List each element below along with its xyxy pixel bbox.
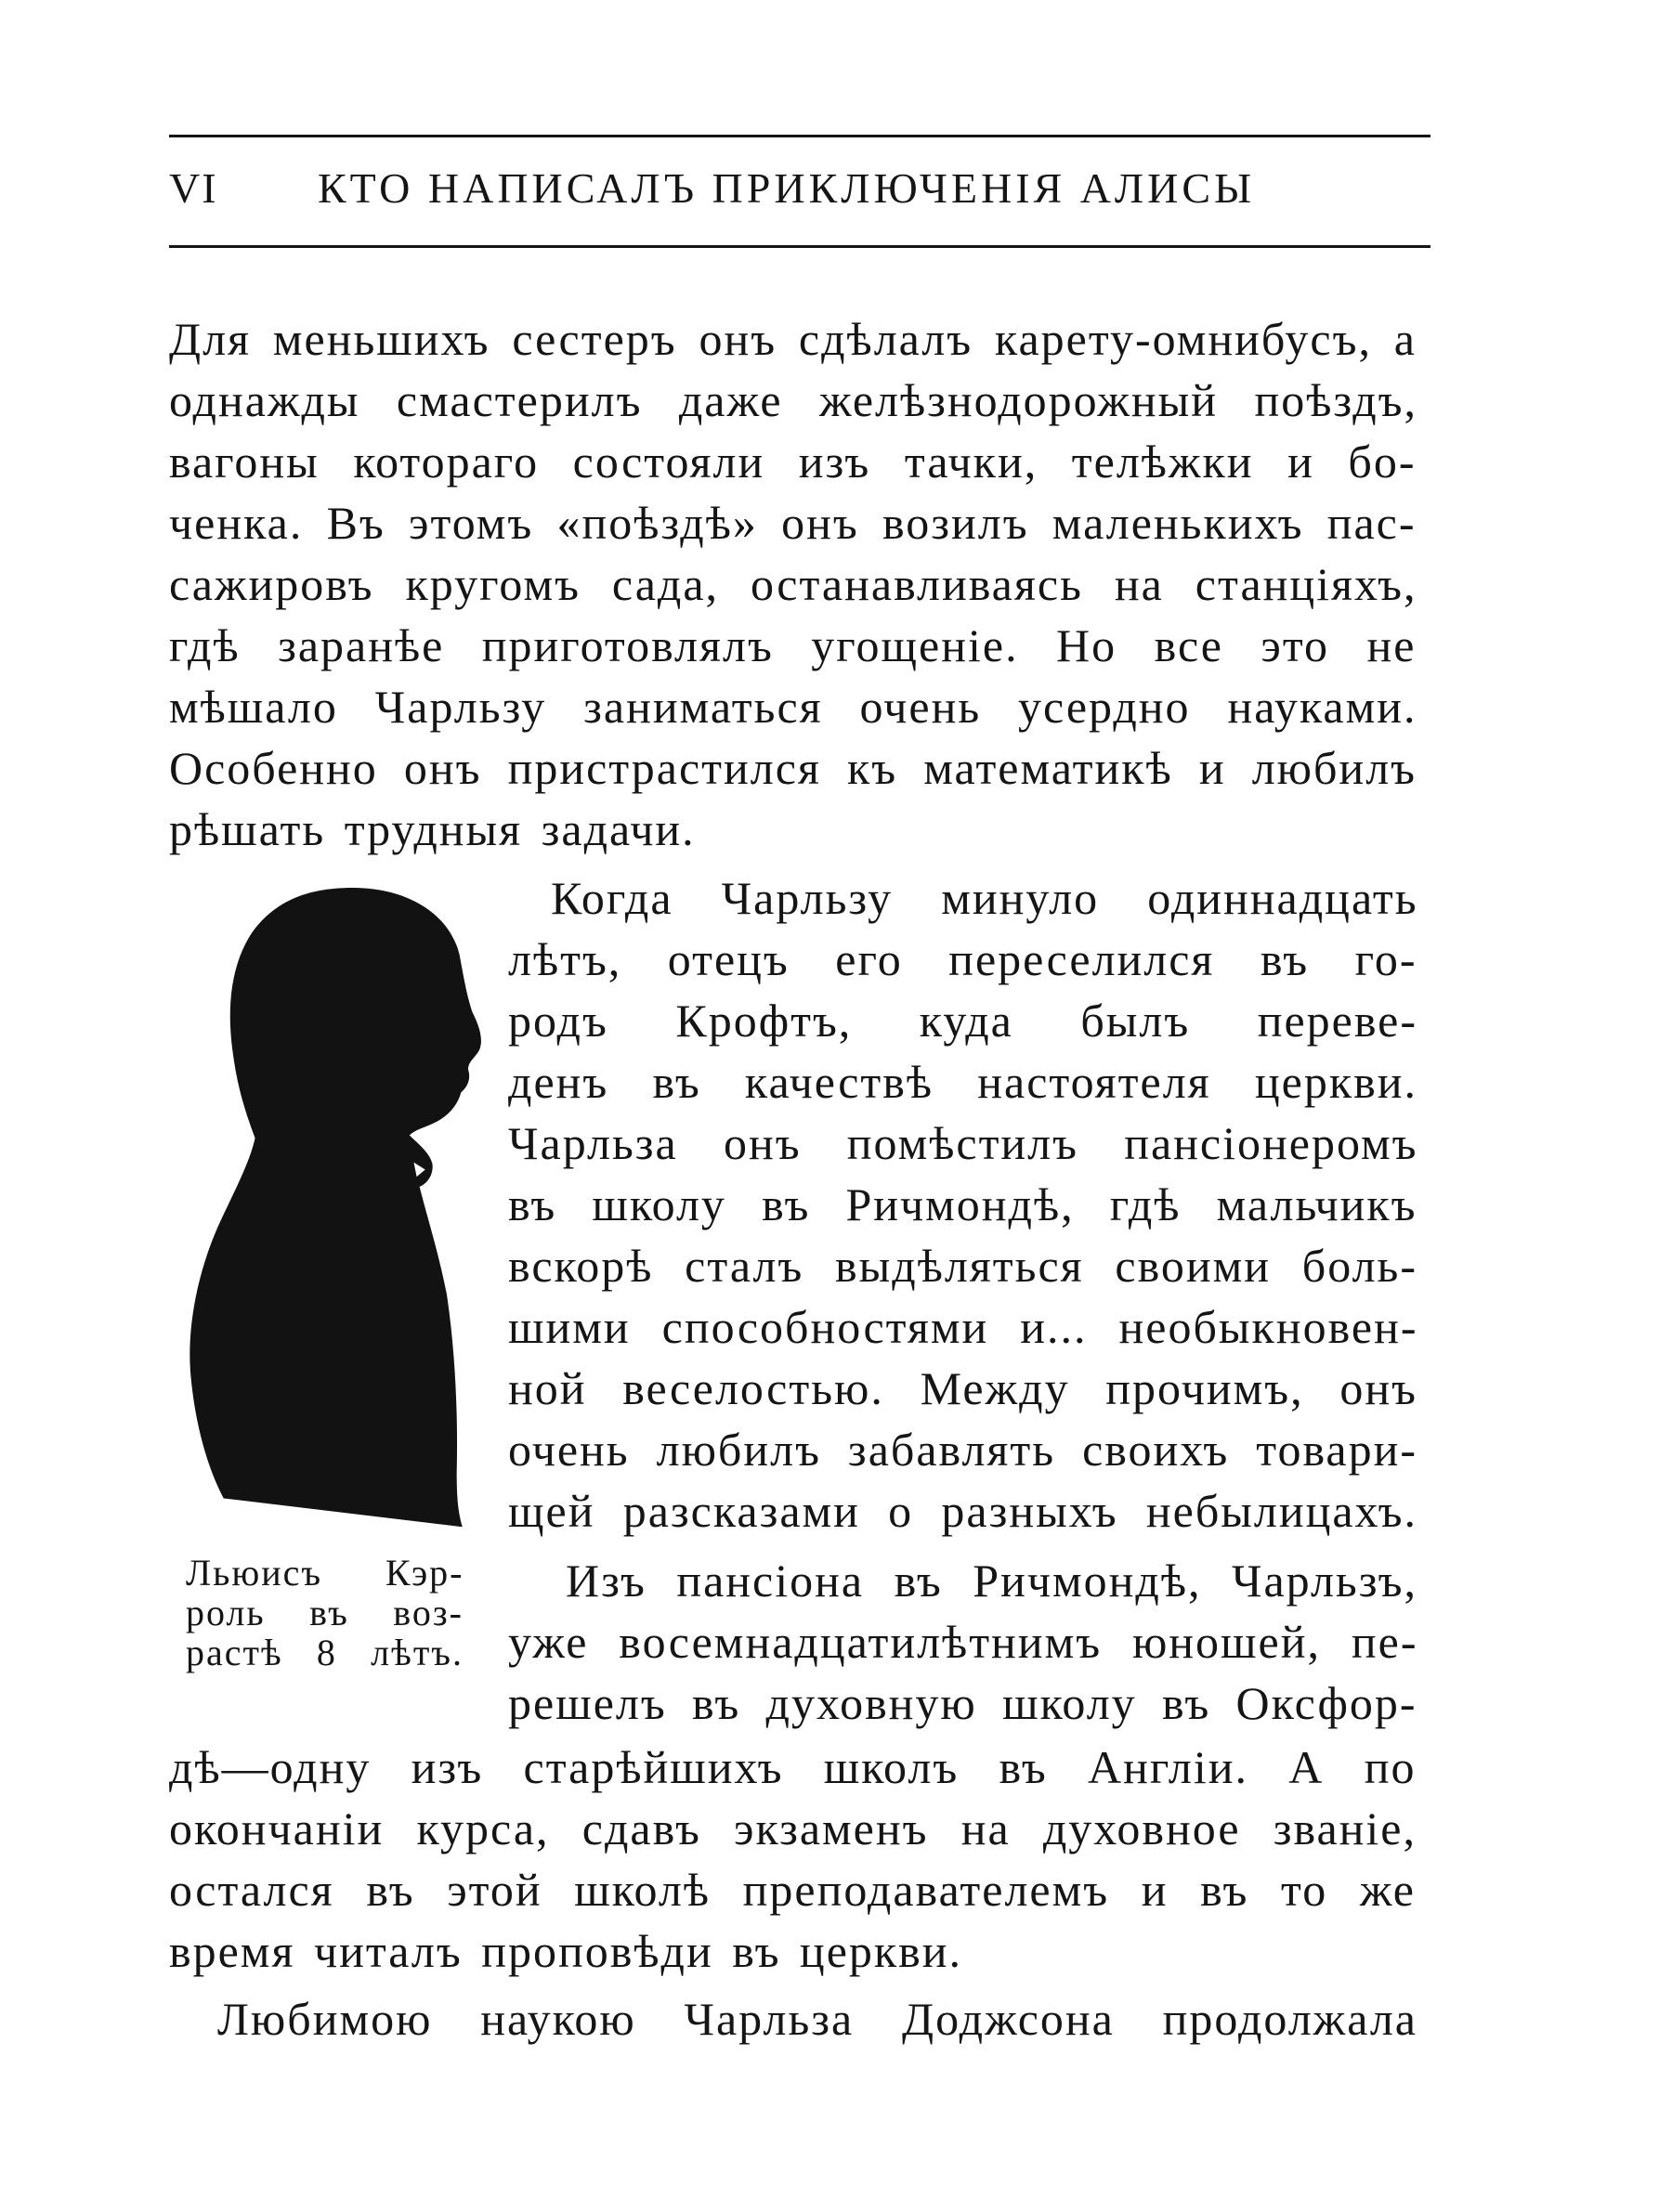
body-line: вагоны котораго состояли изъ тачки, телѣжки и бо-	[169, 436, 1417, 488]
body-line: лѣтъ, отецъ его переселился въ го-	[508, 933, 1417, 985]
body-line: мѣшало Чарльзу заниматься очень усердно науками.	[169, 681, 1417, 733]
caption-line: растѣ 8 лѣтъ.	[186, 1632, 464, 1673]
caption-line: Льюисъ Кэр-	[186, 1552, 464, 1594]
body-line: шими способностями и... необыкновен-	[508, 1301, 1418, 1353]
caption-line: роль въ воз-	[186, 1592, 464, 1633]
body-line: решелъ въ духовную школу въ Оксфор-	[508, 1677, 1417, 1729]
body-line: вскорѣ сталъ выдѣляться своими боль-	[508, 1240, 1417, 1292]
body-line: Особенно онъ пристрастился къ математикѣ и любилъ	[169, 742, 1417, 794]
paragraph-4	[169, 1988, 1419, 2049]
paragraph-1	[169, 308, 1419, 860]
silhouette-portrait	[179, 879, 487, 1537]
figure-caption	[186, 1553, 464, 1672]
body-line: Для меньшихъ сестеръ онъ сдѣлалъ карету-омнибусъ, а	[169, 313, 1417, 365]
body-line: въ школу въ Ричмондѣ, гдѣ мальчикъ	[508, 1178, 1417, 1230]
header-bottom-rule	[169, 245, 1430, 248]
portrait-figure	[179, 879, 487, 1537]
body-line: щей разсказами о разныхъ небылицахъ.	[508, 1485, 1417, 1537]
page-number: VI	[169, 164, 218, 212]
paragraph-2	[508, 867, 1419, 1542]
body-line: Когда Чарльзу минуло одиннадцать	[551, 872, 1418, 924]
body-line: уже восемнадцатилѣтнимъ юношей, пе-	[508, 1616, 1418, 1668]
body-line: рѣшать трудныя задачи.	[169, 803, 696, 855]
body-line: сажировъ кругомъ сада, останавливаясь на станціяхъ,	[169, 558, 1417, 610]
body-line: ной веселостью. Между прочимъ, онъ	[508, 1362, 1417, 1414]
body-line: остался въ этой школѣ преподавателемъ и въ то же	[169, 1864, 1416, 1916]
running-title: КТО НАПИСАЛЪ ПРИКЛЮЧЕНІЯ АЛИСЫ	[318, 164, 1256, 212]
body-line: денъ въ качествѣ настоятеля церкви.	[508, 1056, 1417, 1108]
body-line: дѣ—одну изъ старѣйшихъ школъ въ Англіи. А по	[169, 1741, 1417, 1793]
paragraph-3	[508, 1550, 1419, 1734]
body-line: очень любилъ забавлять своихъ товари-	[508, 1424, 1417, 1476]
paragraph-3-continued	[169, 1737, 1419, 1982]
body-line: Чарльза онъ помѣстилъ пансіонеромъ	[508, 1117, 1418, 1169]
body-line: родъ Крофтъ, куда былъ переве-	[508, 995, 1417, 1047]
silhouette-shape	[189, 888, 481, 1527]
header-top-rule	[169, 135, 1430, 137]
body-line: окончаніи курса, сдавъ экзаменъ на духовное званіе,	[169, 1802, 1417, 1854]
body-line: Любимою наукою Чарльза Доджсона продолжала	[217, 1993, 1417, 2045]
body-line: Изъ пансіона въ Ричмондѣ, Чарльзъ,	[566, 1555, 1417, 1607]
body-line: однажды смастерилъ даже желѣзнодорожный поѣздъ,	[169, 374, 1417, 426]
body-line: ченка. Въ этомъ «поѣздѣ» онъ возилъ маленькихъ пас-	[169, 497, 1417, 549]
body-line: гдѣ заранѣе приготовлялъ угощеніе. Но все это не	[169, 619, 1417, 671]
body-line: время читалъ проповѣди въ церкви.	[169, 1925, 963, 1977]
